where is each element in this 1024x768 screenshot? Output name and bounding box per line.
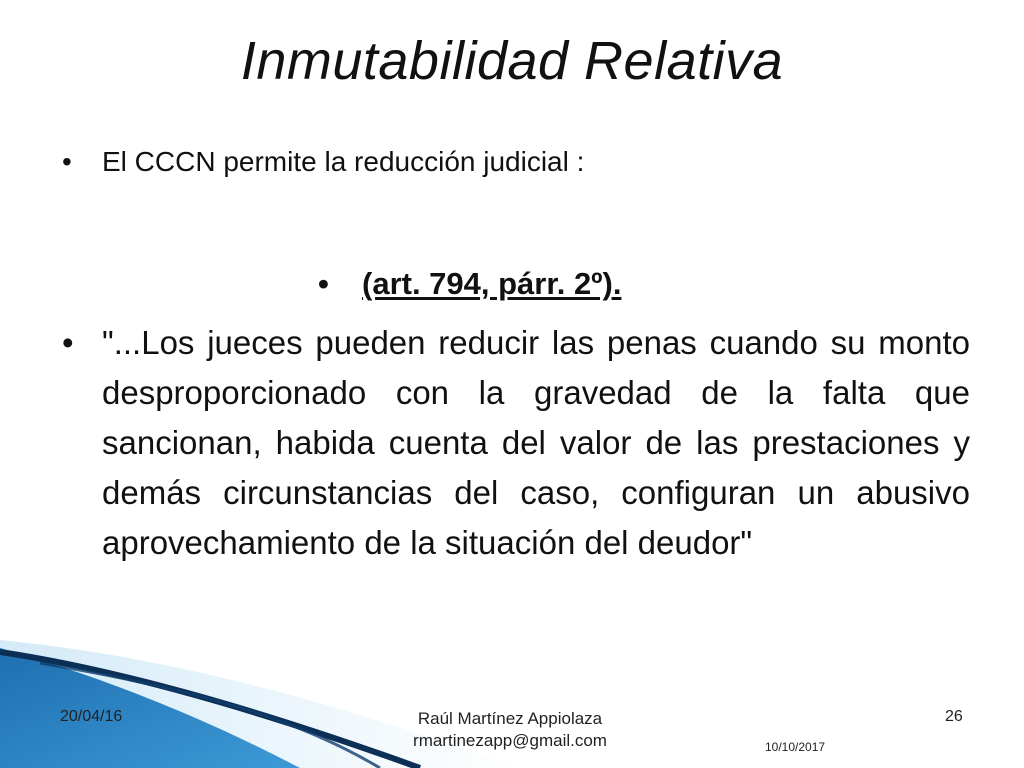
bullet-item — [62, 138, 962, 186]
bullet-text: (art. 794, párr. 2º). — [362, 266, 622, 301]
footer-email: rmartinezapp@gmail.com — [413, 731, 607, 750]
bullet-item — [318, 260, 818, 308]
bullet-marker: • — [62, 324, 74, 361]
footer-date: 20/04/16 — [60, 708, 123, 725]
page-number: 26 — [945, 708, 963, 725]
footer-author-name: Raúl Martínez Appiolaza — [417, 709, 603, 728]
bullet-item — [62, 318, 970, 568]
footer-secondary-date: 10/10/2017 — [765, 740, 826, 754]
bullet-marker: • — [318, 266, 329, 301]
footer-author-block — [380, 708, 640, 752]
bullet-marker: • — [62, 146, 72, 177]
slide-title: Inmutabilidad Relativa — [240, 31, 784, 91]
bullet-text: "...Los jueces pueden reducir las penas cuando su monto desproporcionado con la gravedad de la falta que sancionan, habida cuenta del valor de las prestaciones y demás circunstancias del caso, configuran un abusivo aprovechamiento de la situación del deudor" — [102, 324, 970, 561]
bullet-text: El CCCN permite la reducción judicial : — [102, 146, 585, 177]
